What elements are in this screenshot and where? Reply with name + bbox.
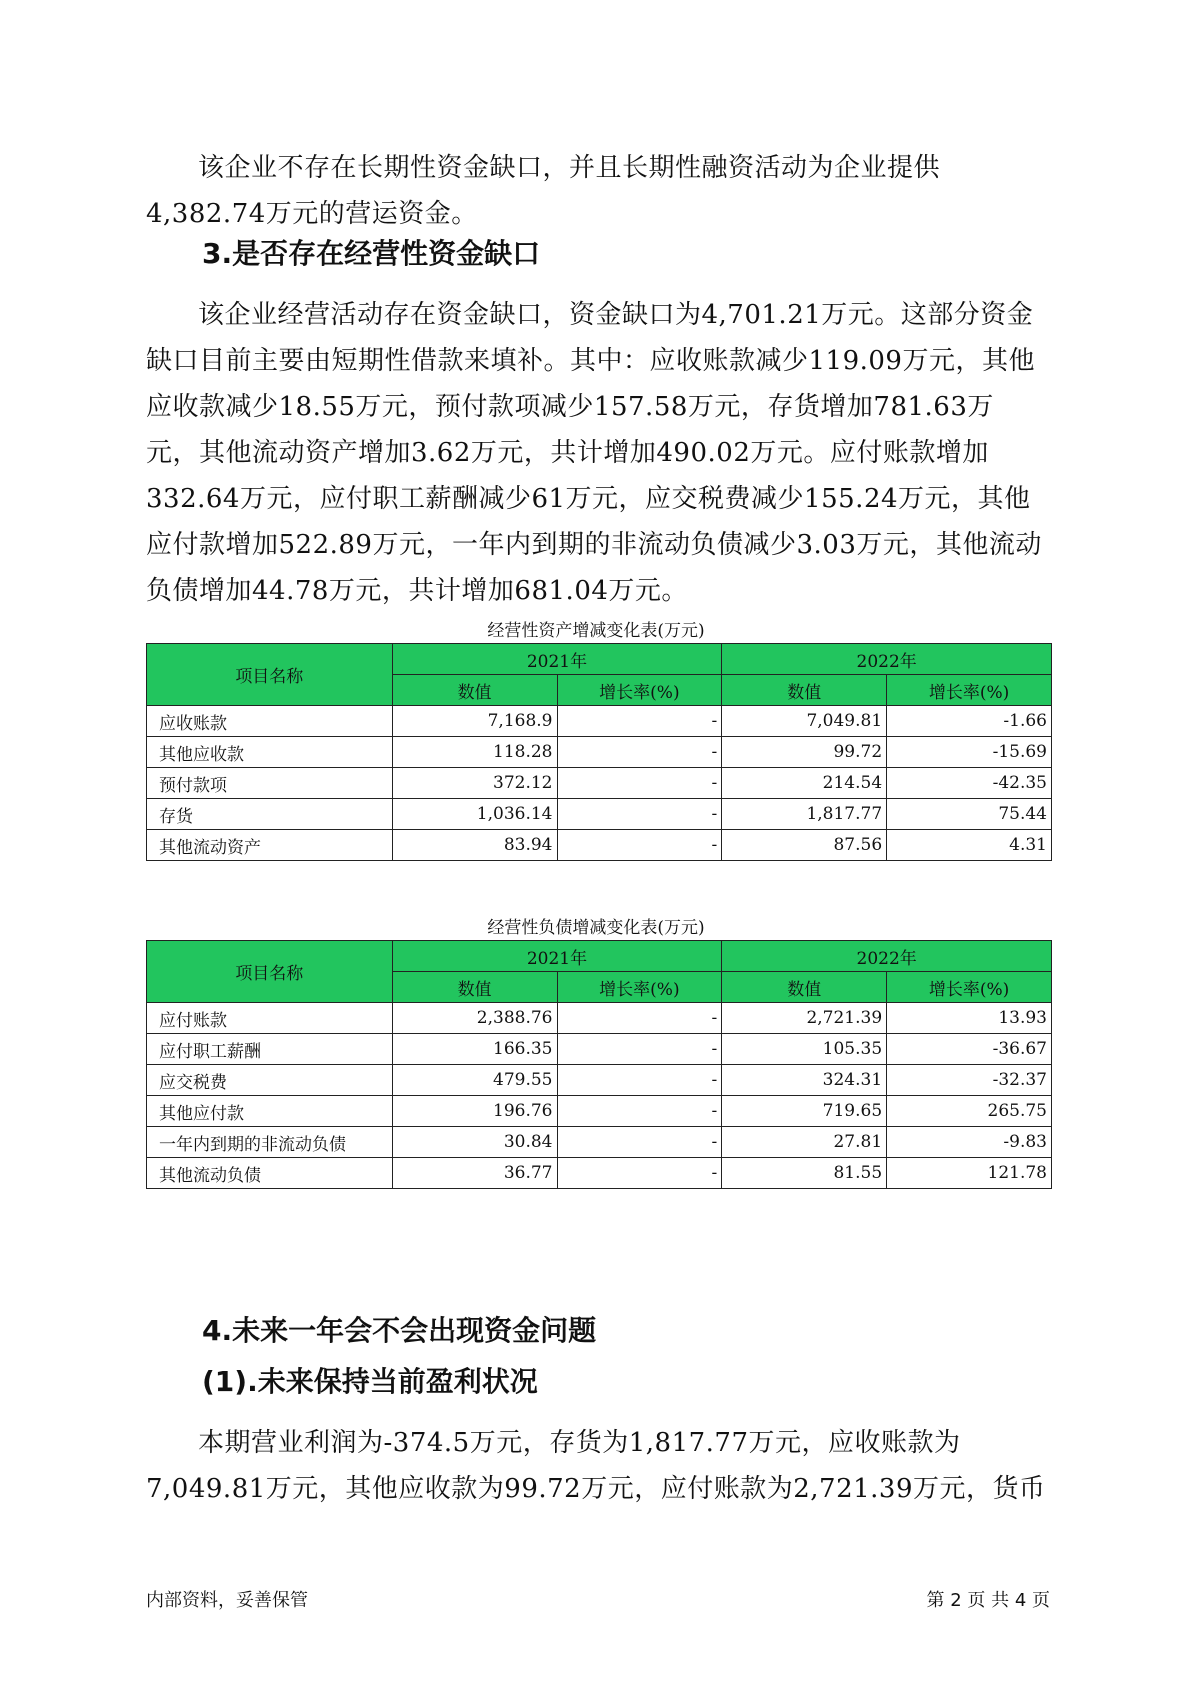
row-name: 其他流动负债	[147, 1158, 393, 1189]
table-caption-liabilities: 经营性负债增减变化表(万元)	[487, 918, 705, 938]
header-year-2022: 2022年	[722, 644, 1052, 675]
cell-rate-2022: -1.66	[887, 706, 1052, 737]
cell-rate-2021: -	[557, 830, 722, 861]
row-name: 其他应付款	[147, 1096, 393, 1127]
table-row	[147, 1127, 1052, 1158]
cell-rate-2021: -	[557, 706, 722, 737]
table-operating-assets	[146, 643, 1052, 861]
header-value: 数值	[722, 675, 887, 706]
table-row	[147, 706, 1052, 737]
header-item-name: 项目名称	[147, 644, 393, 706]
header-growth-rate: 增长率(%)	[887, 675, 1052, 706]
header-year-2021: 2021年	[392, 644, 722, 675]
cell-rate-2022: -15.69	[887, 737, 1052, 768]
cell-rate-2021: -	[557, 1003, 722, 1034]
section-heading-operating-gap: 3.是否存在经营性资金缺口	[202, 237, 541, 270]
cell-value-2022: 105.35	[722, 1034, 887, 1065]
table-row	[147, 1034, 1052, 1065]
header-value: 数值	[392, 972, 557, 1003]
header-growth-rate: 增长率(%)	[557, 675, 722, 706]
cell-rate-2021: -	[557, 1096, 722, 1127]
table-row	[147, 1065, 1052, 1096]
cell-value-2022: 27.81	[722, 1127, 887, 1158]
cell-rate-2022: -9.83	[887, 1127, 1052, 1158]
cell-rate-2022: 121.78	[887, 1158, 1052, 1189]
footer-confidential-notice: 内部资料，妥善保管	[146, 1590, 308, 1611]
cell-value-2022: 87.56	[722, 830, 887, 861]
header-growth-rate: 增长率(%)	[557, 972, 722, 1003]
cell-value-2021: 2,388.76	[392, 1003, 557, 1034]
cell-value-2021: 36.77	[392, 1158, 557, 1189]
cell-value-2021: 479.55	[392, 1065, 557, 1096]
cell-value-2021: 196.76	[392, 1096, 557, 1127]
cell-rate-2022: -42.35	[887, 768, 1052, 799]
table-row	[147, 799, 1052, 830]
cell-rate-2022: 13.93	[887, 1003, 1052, 1034]
cell-value-2021: 7,168.9	[392, 706, 557, 737]
paragraph-long-term-gap: 该企业不存在长期性资金缺口，并且长期性融资活动为企业提供4,382.74万元的营运资金。	[146, 153, 941, 229]
footer-page-number: 第 2 页 共 4 页	[926, 1590, 1050, 1611]
cell-rate-2021: -	[557, 1065, 722, 1096]
cell-rate-2022: 265.75	[887, 1096, 1052, 1127]
header-year-2022: 2022年	[722, 941, 1052, 972]
cell-value-2022: 324.31	[722, 1065, 887, 1096]
cell-rate-2022: -36.67	[887, 1034, 1052, 1065]
paragraph-current-profit: 本期营业利润为-374.5万元，存货为1,817.77万元，应收账款为7,049.81万元，其他应收款为99.72万元，应付账款为2,721.39万元，货币	[146, 1428, 1046, 1504]
row-name: 应交税费	[147, 1065, 393, 1096]
cell-value-2021: 83.94	[392, 830, 557, 861]
paragraph-operating-gap: 该企业经营活动存在资金缺口，资金缺口为4,701.21万元。这部分资金缺口目前主要由短期性借款来填补。其中：应收账款减少119.09万元，其他应收款减少18.55万元，预付款项减少157.58万元，存货增加781.63万元，其他流动资产增加3.62万元，共计增加490.02万元。应付账款增加332.64万元，应付职工薪酬减少61万元，应交税费减少155.24万元，其他应付款增加522.89万元，一年内到期的非流动负债减少3.03万元，其他流动负债增加44.78万元，共计增加681.04万元。	[146, 300, 1042, 606]
cell-value-2022: 81.55	[722, 1158, 887, 1189]
cell-rate-2021: -	[557, 799, 722, 830]
header-value: 数值	[722, 972, 887, 1003]
table-operating-liabilities	[146, 940, 1052, 1189]
cell-rate-2022: 4.31	[887, 830, 1052, 861]
row-name: 其他流动资产	[147, 830, 393, 861]
cell-rate-2021: -	[557, 1034, 722, 1065]
table-caption-assets: 经营性资产增减变化表(万元)	[487, 621, 705, 641]
table-row	[147, 1003, 1052, 1034]
cell-value-2021: 372.12	[392, 768, 557, 799]
row-name: 应收账款	[147, 706, 393, 737]
cell-rate-2021: -	[557, 737, 722, 768]
row-name: 应付账款	[147, 1003, 393, 1034]
cell-value-2022: 2,721.39	[722, 1003, 887, 1034]
table-row	[147, 1158, 1052, 1189]
header-year-2021: 2021年	[392, 941, 722, 972]
row-name: 其他应收款	[147, 737, 393, 768]
header-item-name: 项目名称	[147, 941, 393, 1003]
table-row	[147, 737, 1052, 768]
row-name: 预付款项	[147, 768, 393, 799]
cell-rate-2021: -	[557, 768, 722, 799]
row-name: 一年内到期的非流动负债	[147, 1127, 393, 1158]
cell-rate-2021: -	[557, 1127, 722, 1158]
cell-rate-2021: -	[557, 1158, 722, 1189]
row-name: 存货	[147, 799, 393, 830]
table-row	[147, 1096, 1052, 1127]
cell-value-2022: 99.72	[722, 737, 887, 768]
cell-value-2022: 719.65	[722, 1096, 887, 1127]
section-heading-future-funding: 4.未来一年会不会出现资金问题	[202, 1314, 597, 1347]
cell-value-2021: 118.28	[392, 737, 557, 768]
subsection-heading-current-profit: (1).未来保持当前盈利状况	[202, 1365, 538, 1398]
cell-value-2021: 1,036.14	[392, 799, 557, 830]
table-row	[147, 768, 1052, 799]
cell-value-2021: 166.35	[392, 1034, 557, 1065]
cell-value-2022: 214.54	[722, 768, 887, 799]
cell-value-2021: 30.84	[392, 1127, 557, 1158]
header-value: 数值	[392, 675, 557, 706]
cell-rate-2022: 75.44	[887, 799, 1052, 830]
cell-value-2022: 7,049.81	[722, 706, 887, 737]
table-row	[147, 830, 1052, 861]
cell-value-2022: 1,817.77	[722, 799, 887, 830]
row-name: 应付职工薪酬	[147, 1034, 393, 1065]
cell-rate-2022: -32.37	[887, 1065, 1052, 1096]
header-growth-rate: 增长率(%)	[887, 972, 1052, 1003]
